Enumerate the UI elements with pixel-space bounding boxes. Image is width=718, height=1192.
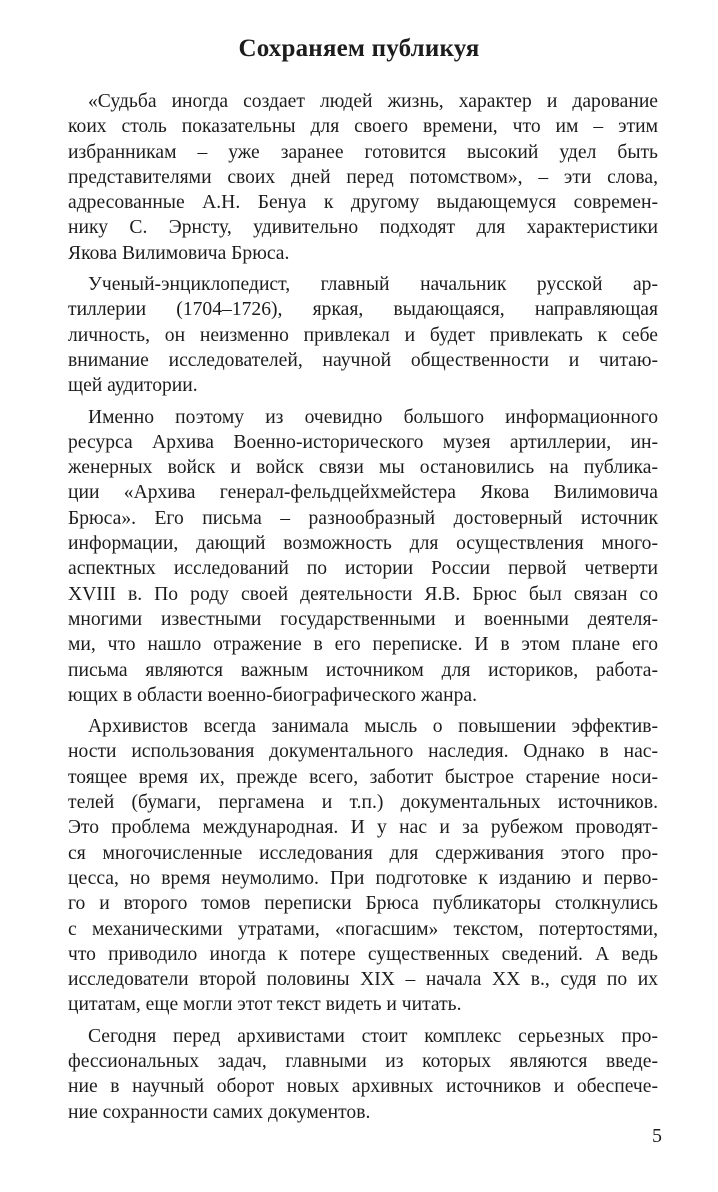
text-line: письма являются важным источником для историков, работа- xyxy=(68,659,658,681)
text-line: Якова Вилимовича Брюса. xyxy=(68,242,290,264)
text-line: Ученый-энциклопедист, главный начальник русской ар- xyxy=(88,274,658,296)
text-line: коих столь показательны для своего времени, что им – этим xyxy=(68,116,658,138)
text-line: женерных войск и войск связи мы остановились на публика- xyxy=(68,457,658,479)
text-line: Архивистов всегда занимала мысль о повышении эффектив- xyxy=(88,716,658,738)
text-line: XVIII в. По роду своей деятельности Я.В. Брюс был связан со xyxy=(68,583,658,605)
text-line: цесса, но время неумолимо. При подготовке к изданию и перво- xyxy=(68,867,658,889)
text-line: ся многочисленные исследования для сдерживания этого про- xyxy=(68,842,658,864)
text-line: избранникам – уже заранее готовится высокий удел быть xyxy=(68,141,658,163)
text-line: Сегодня перед архивистами стоит комплекс серьезных про- xyxy=(88,1025,658,1047)
text-line: аспектных исследований по истории России первой четверти xyxy=(68,558,658,580)
text-line: телей (бумаги, пергамена и т.п.) документальных источников. xyxy=(68,792,658,814)
text-line: Именно поэтому из очевидно большого информационного xyxy=(88,406,658,428)
text-line: с механическими утратами, «погасшим» текстом, потертостями, xyxy=(68,918,658,940)
text-line: ние сохранности самих документов. xyxy=(68,1101,371,1123)
paragraph xyxy=(68,1024,658,1125)
text-line: «Судьба иногда создает людей жизнь, характер и дарование xyxy=(88,91,658,112)
text-line: что приводило иногда к потере существенных сведений. А ведь xyxy=(68,943,658,965)
text-line: представителями своих дней перед потомством», – эти слова, xyxy=(68,166,658,188)
paragraph xyxy=(68,405,658,709)
text-line: многими известными государственными и военными деятеля- xyxy=(68,608,658,630)
text-line: исследователи второй половины XIX – начала XX в., судя по их xyxy=(68,969,658,991)
text-line: щей аудитории. xyxy=(68,375,198,397)
text-line: Это проблема международная. И у нас и за рубежом проводят- xyxy=(68,817,658,839)
text-line: ющих в области военно-биографического жанра. xyxy=(68,684,477,706)
text-line: адресованные А.Н. Бенуа к другому выдающемуся современ- xyxy=(68,192,658,214)
text-line: цитатам, еще могли этот текст видеть и читать. xyxy=(68,994,462,1016)
text-line: фессиональных задач, главными из которых являются введе- xyxy=(68,1050,658,1072)
text-line: ности использования документального наследия. Однако в нас- xyxy=(68,741,658,763)
text-line: го и второго томов переписки Брюса публикаторы столкнулись xyxy=(68,893,658,915)
page-title: Сохраняем публикуя xyxy=(238,35,480,62)
paragraph xyxy=(68,89,658,266)
text-line: ции «Архива генерал-фельдцейхмейстера Якова Вилимовича xyxy=(68,482,658,504)
text-line: тиллерии (1704–1726), яркая, выдающаяся, направляющая xyxy=(68,299,658,321)
paragraph xyxy=(68,272,658,398)
text-line: внимание исследователей, научной общественности и читаю- xyxy=(68,349,658,371)
text-line: ние в научный оборот новых архивных источников и обеспече- xyxy=(68,1076,658,1098)
text-line: ми, что нашло отражение в его переписке. И в этом плане его xyxy=(68,634,658,656)
text-line: тоящее время их, прежде всего, заботит быстрое старение носи- xyxy=(68,766,658,788)
text-line: личность, он неизменно привлекал и будет привлекать к себе xyxy=(68,324,658,346)
text-line: информации, дающий возможность для осуществления много- xyxy=(68,533,658,555)
text-line: Брюса». Его письма – разнообразный достоверный источник xyxy=(68,507,658,529)
body-text xyxy=(68,89,658,1131)
paragraph xyxy=(68,714,658,1018)
text-line: ресурса Архива Военно-исторического музея артиллерии, ин- xyxy=(68,431,658,453)
text-line: нику С. Эрнсту, удивительно подходят для характеристики xyxy=(68,217,658,239)
page-number: 5 xyxy=(652,1125,662,1147)
